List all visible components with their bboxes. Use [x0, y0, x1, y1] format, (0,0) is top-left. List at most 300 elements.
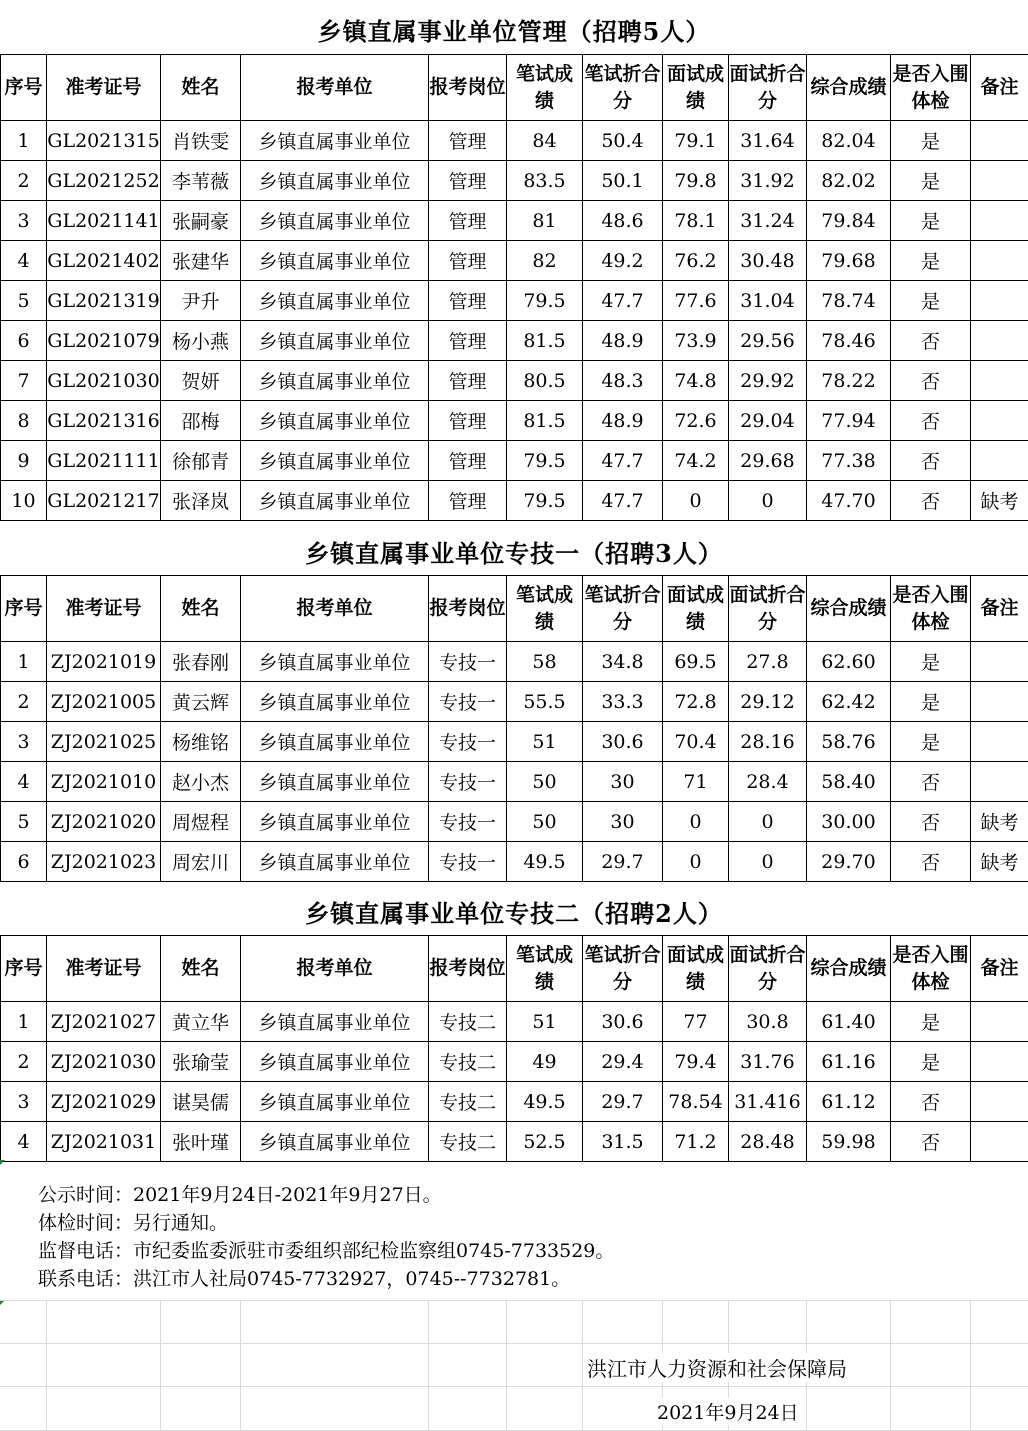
cell-interview-weighted: 29.92: [729, 361, 807, 401]
cell-total-score: 62.42: [807, 682, 891, 722]
cell-total-score: 79.68: [807, 241, 891, 281]
table-row: [1, 642, 1028, 682]
cell-interview-score: 71.2: [663, 1122, 729, 1162]
cell-interview-weighted: 31.24: [729, 201, 807, 241]
cell-seq: 1: [1, 642, 47, 682]
cell-interview-weighted: 0: [729, 802, 807, 842]
table-row: [1, 201, 1028, 241]
cell-position: 专技二: [429, 1002, 507, 1042]
cell-position: 管理: [429, 441, 507, 481]
header-name: 姓名: [161, 55, 241, 121]
cell-total-score: 59.98: [807, 1122, 891, 1162]
cell-interview-score: 69.5: [663, 642, 729, 682]
cell-name: 贺妍: [161, 361, 241, 401]
cell-total-score: 58.40: [807, 762, 891, 802]
cell-interview-score: 77.6: [663, 281, 729, 321]
cell-seq: 10: [1, 481, 47, 521]
cell-position: 专技一: [429, 682, 507, 722]
header-position: 报考岗位: [429, 936, 507, 1002]
cell-interview-weighted: 30.48: [729, 241, 807, 281]
cell-name: 张叶瑾: [161, 1122, 241, 1162]
cell-seq: 1: [1, 121, 47, 161]
cell-remark: [971, 1122, 1028, 1162]
header-written-score: 笔试成绩: [507, 576, 583, 642]
cell-name: 徐郁青: [161, 441, 241, 481]
contact-phone: 联系电话：洪江市人社局0745-7732927，0745--7732781。: [38, 1268, 571, 1290]
cell-ticket-no: GL2021217: [47, 481, 161, 521]
cell-interview-score: 71: [663, 762, 729, 802]
cell-name: 周煜程: [161, 802, 241, 842]
cell-written-score: 58: [507, 642, 583, 682]
table-row: [1, 1042, 1028, 1082]
cell-remark: [971, 722, 1028, 762]
cell-seq: 8: [1, 401, 47, 441]
cell-interview-weighted: 29.04: [729, 401, 807, 441]
header-written-score: 笔试成绩: [507, 55, 583, 121]
cell-total-score: 82.04: [807, 121, 891, 161]
cell-total-score: 82.02: [807, 161, 891, 201]
cell-qualified: 否: [891, 842, 971, 882]
header-written-weighted: 笔试折合分: [583, 55, 663, 121]
cell-name: 谌昊儒: [161, 1082, 241, 1122]
cell-remark: [971, 161, 1028, 201]
table-row: [1, 441, 1028, 481]
cell-written-weighted: 29.7: [583, 842, 663, 882]
section-title-tech-two: 乡镇直属事业单位专技二（招聘2人）: [305, 899, 723, 928]
table-row: [1, 241, 1028, 281]
cell-qualified: 是: [891, 1042, 971, 1082]
exam-time: 体检时间：另行通知。: [38, 1212, 229, 1234]
header-written-score: 笔试成绩: [507, 936, 583, 1002]
cell-position: 专技二: [429, 1122, 507, 1162]
cell-position: 管理: [429, 281, 507, 321]
cell-qualified: 否: [891, 762, 971, 802]
cell-written-score: 51: [507, 1002, 583, 1042]
cell-written-weighted: 34.8: [583, 642, 663, 682]
cell-written-weighted: 33.3: [583, 682, 663, 722]
cell-ticket-no: ZJ2021005: [47, 682, 161, 722]
table-row: [1, 802, 1028, 842]
cell-written-score: 80.5: [507, 361, 583, 401]
header-unit: 报考单位: [241, 576, 429, 642]
cell-total-score: 30.00: [807, 802, 891, 842]
cell-ticket-no: GL2021316: [47, 401, 161, 441]
cell-remark: [971, 642, 1028, 682]
cell-qualified: 是: [891, 722, 971, 762]
cell-unit: 乡镇直属事业单位: [241, 321, 429, 361]
table-row: [1, 481, 1028, 521]
cell-written-score: 83.5: [507, 161, 583, 201]
cell-remark: [971, 241, 1028, 281]
header-unit: 报考单位: [241, 55, 429, 121]
cell-unit: 乡镇直属事业单位: [241, 842, 429, 882]
cell-position: 专技一: [429, 842, 507, 882]
cell-interview-score: 0: [663, 481, 729, 521]
supervision-phone: 监督电话：市纪委监委派驻市委组织部纪检监察组0745-7733529。: [38, 1240, 615, 1262]
cell-written-weighted: 47.7: [583, 481, 663, 521]
header-remark: 备注: [971, 936, 1028, 1002]
header-interview-score: 面试成绩: [663, 576, 729, 642]
header-qualified: 是否入围体检: [891, 576, 971, 642]
cell-remark: [971, 441, 1028, 481]
cell-name: 李苇薇: [161, 161, 241, 201]
cell-seq: 4: [1, 762, 47, 802]
cell-interview-score: 79.4: [663, 1042, 729, 1082]
cell-remark: [971, 321, 1028, 361]
cell-remark: [971, 1082, 1028, 1122]
cell-seq: 2: [1, 682, 47, 722]
cell-name: 张嗣豪: [161, 201, 241, 241]
cell-written-score: 79.5: [507, 281, 583, 321]
cell-seq: 3: [1, 1082, 47, 1122]
cell-name: 张泽岚: [161, 481, 241, 521]
cell-unit: 乡镇直属事业单位: [241, 1042, 429, 1082]
cell-interview-weighted: 28.4: [729, 762, 807, 802]
cell-written-weighted: 48.3: [583, 361, 663, 401]
table-row: [1, 682, 1028, 722]
header-total-score: 综合成绩: [807, 576, 891, 642]
cell-ticket-no: ZJ2021027: [47, 1002, 161, 1042]
cell-interview-weighted: 31.92: [729, 161, 807, 201]
cell-unit: 乡镇直属事业单位: [241, 722, 429, 762]
cell-written-weighted: 48.6: [583, 201, 663, 241]
cell-interview-weighted: 31.64: [729, 121, 807, 161]
cell-ticket-no: GL2021111: [47, 441, 161, 481]
cell-total-score: 77.94: [807, 401, 891, 441]
cell-unit: 乡镇直属事业单位: [241, 161, 429, 201]
cell-remark: [971, 281, 1028, 321]
cell-seq: 1: [1, 1002, 47, 1042]
cell-written-weighted: 50.4: [583, 121, 663, 161]
cell-interview-weighted: 29.56: [729, 321, 807, 361]
table-row: [1, 1082, 1028, 1122]
header-seq: 序号: [1, 576, 47, 642]
cell-written-weighted: 30: [583, 762, 663, 802]
cell-remark: 缺考: [971, 802, 1028, 842]
header-row: [1, 576, 1028, 642]
cell-written-score: 52.5: [507, 1122, 583, 1162]
cell-interview-weighted: 31.04: [729, 281, 807, 321]
cell-total-score: 61.40: [807, 1002, 891, 1042]
header-seq: 序号: [1, 55, 47, 121]
header-ticket-no: 准考证号: [47, 576, 161, 642]
cell-ticket-no: GL2021030: [47, 361, 161, 401]
cell-total-score: 29.70: [807, 842, 891, 882]
cell-seq: 6: [1, 321, 47, 361]
cell-remark: [971, 361, 1028, 401]
cell-position: 专技二: [429, 1042, 507, 1082]
cell-unit: 乡镇直属事业单位: [241, 642, 429, 682]
table-row: [1, 1002, 1028, 1042]
cell-ticket-no: ZJ2021019: [47, 642, 161, 682]
cell-total-score: 78.46: [807, 321, 891, 361]
cell-interview-score: 73.9: [663, 321, 729, 361]
cell-qualified: 否: [891, 802, 971, 842]
cell-written-weighted: 30: [583, 802, 663, 842]
cell-unit: 乡镇直属事业单位: [241, 441, 429, 481]
cell-written-score: 51: [507, 722, 583, 762]
cell-position: 管理: [429, 121, 507, 161]
cell-position: 专技一: [429, 802, 507, 842]
table-row: [1, 1122, 1028, 1162]
cell-remark: 缺考: [971, 842, 1028, 882]
cell-unit: 乡镇直属事业单位: [241, 802, 429, 842]
cell-written-score: 55.5: [507, 682, 583, 722]
cell-interview-weighted: 30.8: [729, 1002, 807, 1042]
cell-qualified: 否: [891, 1082, 971, 1122]
header-written-weighted: 笔试折合分: [583, 576, 663, 642]
cell-position: 管理: [429, 401, 507, 441]
cell-interview-weighted: 28.48: [729, 1122, 807, 1162]
section-title-management: 乡镇直属事业单位管理（招聘5人）: [317, 17, 711, 46]
cell-unit: 乡镇直属事业单位: [241, 361, 429, 401]
table-tech-two: [0, 935, 1028, 1162]
cell-seq: 7: [1, 361, 47, 401]
cell-unit: 乡镇直属事业单位: [241, 1002, 429, 1042]
cell-interview-weighted: 31.76: [729, 1042, 807, 1082]
cell-written-weighted: 48.9: [583, 401, 663, 441]
cell-remark: [971, 121, 1028, 161]
cell-written-weighted: 30.6: [583, 722, 663, 762]
cell-position: 管理: [429, 161, 507, 201]
cell-qualified: 是: [891, 682, 971, 722]
table-row: [1, 281, 1028, 321]
issue-date: 2021年9月24日: [655, 1398, 801, 1425]
cell-seq: 3: [1, 722, 47, 762]
header-qualified: 是否入围体检: [891, 936, 971, 1002]
cell-interview-weighted: 29.68: [729, 441, 807, 481]
header-name: 姓名: [161, 576, 241, 642]
cell-remark: 缺考: [971, 481, 1028, 521]
cell-qualified: 否: [891, 1122, 971, 1162]
header-total-score: 综合成绩: [807, 55, 891, 121]
cell-qualified: 否: [891, 321, 971, 361]
cell-ticket-no: ZJ2021031: [47, 1122, 161, 1162]
cell-ticket-no: GL2021141: [47, 201, 161, 241]
cell-seq: 6: [1, 842, 47, 882]
header-position: 报考岗位: [429, 55, 507, 121]
cell-written-weighted: 31.5: [583, 1122, 663, 1162]
cell-ticket-no: ZJ2021029: [47, 1082, 161, 1122]
table-row: [1, 361, 1028, 401]
cell-written-weighted: 48.9: [583, 321, 663, 361]
cell-written-score: 79.5: [507, 441, 583, 481]
cell-position: 专技一: [429, 642, 507, 682]
cell-qualified: 是: [891, 281, 971, 321]
cell-name: 杨维铭: [161, 722, 241, 762]
cell-interview-score: 72.6: [663, 401, 729, 441]
cell-interview-score: 70.4: [663, 722, 729, 762]
cell-written-weighted: 50.1: [583, 161, 663, 201]
cell-interview-weighted: 0: [729, 481, 807, 521]
cell-unit: 乡镇直属事业单位: [241, 682, 429, 722]
table-row: [1, 121, 1028, 161]
table-row: [1, 321, 1028, 361]
cell-interview-score: 0: [663, 802, 729, 842]
cell-name: 张瑜莹: [161, 1042, 241, 1082]
cell-ticket-no: GL2021252: [47, 161, 161, 201]
cell-position: 管理: [429, 201, 507, 241]
cell-unit: 乡镇直属事业单位: [241, 121, 429, 161]
cell-interview-weighted: 31.416: [729, 1082, 807, 1122]
cell-ticket-no: ZJ2021010: [47, 762, 161, 802]
cell-seq: 4: [1, 241, 47, 281]
cell-qualified: 是: [891, 1002, 971, 1042]
cell-total-score: 47.70: [807, 481, 891, 521]
cell-unit: 乡镇直属事业单位: [241, 401, 429, 441]
cell-qualified: 是: [891, 161, 971, 201]
cell-written-weighted: 29.7: [583, 1082, 663, 1122]
table-row: [1, 722, 1028, 762]
cell-interview-score: 72.8: [663, 682, 729, 722]
table-row: [1, 762, 1028, 802]
cell-qualified: 否: [891, 401, 971, 441]
cell-name: 杨小燕: [161, 321, 241, 361]
header-interview-score: 面试成绩: [663, 936, 729, 1002]
header-remark: 备注: [971, 576, 1028, 642]
cell-ticket-no: ZJ2021025: [47, 722, 161, 762]
cell-seq: 5: [1, 802, 47, 842]
header-interview-weighted: 面试折合分: [729, 55, 807, 121]
header-row: [1, 55, 1028, 121]
cell-remark: [971, 201, 1028, 241]
table-row: [1, 842, 1028, 882]
header-interview-weighted: 面试折合分: [729, 936, 807, 1002]
cell-total-score: 58.76: [807, 722, 891, 762]
cell-position: 专技一: [429, 762, 507, 802]
cell-name: 尹升: [161, 281, 241, 321]
cell-written-score: 79.5: [507, 481, 583, 521]
header-position: 报考岗位: [429, 576, 507, 642]
cell-total-score: 61.16: [807, 1042, 891, 1082]
cell-name: 肖铁雯: [161, 121, 241, 161]
cell-ticket-no: GL2021319: [47, 281, 161, 321]
header-unit: 报考单位: [241, 936, 429, 1002]
cell-seq: 5: [1, 281, 47, 321]
cell-remark: [971, 762, 1028, 802]
header-written-weighted: 笔试折合分: [583, 936, 663, 1002]
cell-ticket-no: ZJ2021020: [47, 802, 161, 842]
cell-position: 管理: [429, 321, 507, 361]
table-tech-one: [0, 575, 1028, 882]
cell-ticket-no: ZJ2021023: [47, 842, 161, 882]
cell-interview-score: 0: [663, 842, 729, 882]
cell-remark: [971, 1042, 1028, 1082]
cell-position: 专技二: [429, 1082, 507, 1122]
cell-unit: 乡镇直属事业单位: [241, 1082, 429, 1122]
cell-written-score: 81.5: [507, 321, 583, 361]
cell-written-score: 84: [507, 121, 583, 161]
cell-written-weighted: 47.7: [583, 281, 663, 321]
cell-name: 邵梅: [161, 401, 241, 441]
cell-seq: 4: [1, 1122, 47, 1162]
cell-qualified: 是: [891, 642, 971, 682]
table-row: [1, 161, 1028, 201]
header-interview-weighted: 面试折合分: [729, 576, 807, 642]
cell-interview-weighted: 27.8: [729, 642, 807, 682]
cell-total-score: 78.22: [807, 361, 891, 401]
cell-interview-score: 76.2: [663, 241, 729, 281]
cell-remark: [971, 401, 1028, 441]
cell-position: 管理: [429, 361, 507, 401]
cell-unit: 乡镇直属事业单位: [241, 762, 429, 802]
cell-remark: [971, 1002, 1028, 1042]
cell-position: 专技一: [429, 722, 507, 762]
sheet-gridlines: [0, 1300, 1028, 1431]
cell-ticket-no: ZJ2021030: [47, 1042, 161, 1082]
cell-written-score: 49.5: [507, 842, 583, 882]
cell-qualified: 是: [891, 241, 971, 281]
cell-ticket-no: GL2021402: [47, 241, 161, 281]
cell-qualified: 是: [891, 201, 971, 241]
cell-written-weighted: 49.2: [583, 241, 663, 281]
cell-written-score: 81.5: [507, 401, 583, 441]
header-total-score: 综合成绩: [807, 936, 891, 1002]
publicity-period: 公示时间：2021年9月24日-2021年9月27日。: [38, 1184, 442, 1206]
cell-total-score: 79.84: [807, 201, 891, 241]
cell-interview-score: 74.2: [663, 441, 729, 481]
issuing-organization: 洪江市人力资源和社会保障局: [585, 1353, 849, 1382]
header-seq: 序号: [1, 936, 47, 1002]
cell-interview-score: 77: [663, 1002, 729, 1042]
cell-qualified: 否: [891, 441, 971, 481]
cell-seq: 3: [1, 201, 47, 241]
notes-block: [0, 1160, 1028, 1300]
cell-interview-weighted: 0: [729, 842, 807, 882]
header-name: 姓名: [161, 936, 241, 1002]
cell-total-score: 78.74: [807, 281, 891, 321]
cell-ticket-no: GL2021315: [47, 121, 161, 161]
cell-qualified: 否: [891, 481, 971, 521]
cell-written-weighted: 29.4: [583, 1042, 663, 1082]
cell-written-score: 82: [507, 241, 583, 281]
header-ticket-no: 准考证号: [47, 936, 161, 1002]
cell-interview-score: 74.8: [663, 361, 729, 401]
cell-name: 张春刚: [161, 642, 241, 682]
cell-total-score: 61.12: [807, 1082, 891, 1122]
cell-written-score: 50: [507, 802, 583, 842]
cell-written-score: 50: [507, 762, 583, 802]
cell-interview-score: 79.1: [663, 121, 729, 161]
cell-name: 赵小杰: [161, 762, 241, 802]
cell-unit: 乡镇直属事业单位: [241, 481, 429, 521]
cell-written-weighted: 47.7: [583, 441, 663, 481]
header-interview-score: 面试成绩: [663, 55, 729, 121]
cell-unit: 乡镇直属事业单位: [241, 1122, 429, 1162]
cell-position: 管理: [429, 241, 507, 281]
cell-name: 黄云辉: [161, 682, 241, 722]
cell-seq: 2: [1, 1042, 47, 1082]
cell-name: 周宏川: [161, 842, 241, 882]
header-qualified: 是否入围体检: [891, 55, 971, 121]
table-management: [0, 54, 1028, 521]
cell-unit: 乡镇直属事业单位: [241, 201, 429, 241]
cell-unit: 乡镇直属事业单位: [241, 241, 429, 281]
header-remark: 备注: [971, 55, 1028, 121]
cell-seq: 9: [1, 441, 47, 481]
cell-written-score: 49: [507, 1042, 583, 1082]
cell-total-score: 77.38: [807, 441, 891, 481]
section-title-tech-one: 乡镇直属事业单位专技一（招聘3人）: [305, 539, 723, 568]
cell-name: 黄立华: [161, 1002, 241, 1042]
cell-interview-score: 79.8: [663, 161, 729, 201]
cell-ticket-no: GL2021079: [47, 321, 161, 361]
cell-marker-icon: [0, 1160, 5, 1165]
cell-written-score: 81: [507, 201, 583, 241]
cell-interview-score: 78.1: [663, 201, 729, 241]
header-ticket-no: 准考证号: [47, 55, 161, 121]
cell-interview-score: 78.54: [663, 1082, 729, 1122]
